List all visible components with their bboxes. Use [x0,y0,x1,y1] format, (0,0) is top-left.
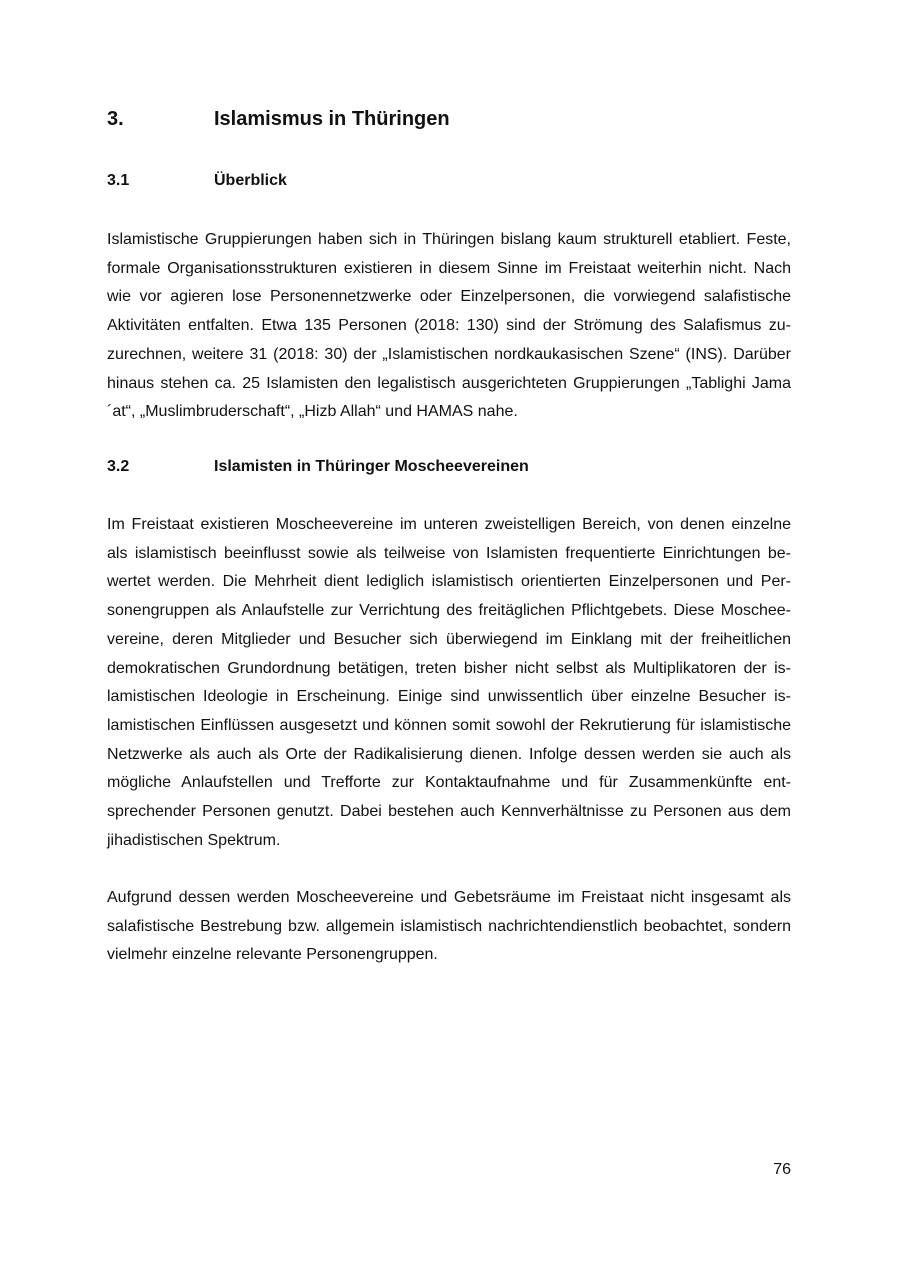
chapter-number: 3. [107,108,124,130]
section-title: Überblick [214,172,287,189]
chapter-title: Islamismus in Thüringen [214,108,450,130]
section-number: 3.1 [107,172,130,189]
page-number: 76 [773,1161,791,1178]
paragraph-conclusion: Aufgrund dessen werden Moscheevereine und Gebetsräume im Freistaat nicht insgesamt als salafistische Bestrebung bzw. allgemein islamistisch nachrichtendienstlich beobachtet, sondern vielmehr einzelne relevante Personengruppen. [107,889,791,964]
section-number: 3.2 [107,458,130,475]
paragraph-mosques: Im Freistaat existieren Moscheevereine im unteren zweistelligen Bereich, von denen einzelne als islamistisch beeinflusst sowie als teilweise von Islamisten frequentierte Einrichtungen bewertet werden. Die Mehrheit dient lediglich islamistisch orientierten Einzelpersonen und Personengruppen als Anlaufstelle zur Verrichtung des freitäglichen Pflichtgebets. Diese Moscheevereine, deren Mitglieder und Besucher sich überwiegend im Einklang mit der freiheitlichen demokratischen Grundordnung betätigen, treten bisher nicht selbst als Multiplikatoren der islamistischen Ideologie in Erscheinung. Einige sind unwissentlich über einzelne Besucher islamistischen Einflüssen ausgesetzt und können somit sowohl der Rekrutierung für islamistische Netzwerke als auch als Orte der Radikalisierung dienen. Infolge dessen werden sie auch als mögliche Anlaufstellen und Trefforte zur Kontaktaufnahme und für Zusammenkünfte entsprechender Personen genutzt. Dabei bestehen auch Kennverhältnisse zu Personen aus dem jihadistischen Spektrum. [107,516,791,849]
section-title: Islamisten in Thüringer Moscheevereinen [214,458,529,475]
paragraph-overview: Islamistische Gruppierungen haben sich in Thüringen bislang kaum strukturell etabliert. Feste, formale Organisationsstrukturen existieren in diesem Sinne im Freistaat weiterhin nicht. Nach wie vor agieren lose Personennetzwerke oder Einzelpersonen, die vorwiegend salafistische Aktivitäten entfalten. Etwa 135 Personen (2018: 130) sind der Strömung des Salafismus zuzurechnen, weitere 31 (2018: 30) der „Islamistischen nordkaukasischen Szene“ (INS). Darüber hinaus stehen ca. 25 Islamisten den legalistisch ausgerichteten Gruppierungen „Tablighi Jama´at“, „Muslimbruderschaft“, „Hizb Allah“ und HAMAS nahe. [107,231,791,421]
